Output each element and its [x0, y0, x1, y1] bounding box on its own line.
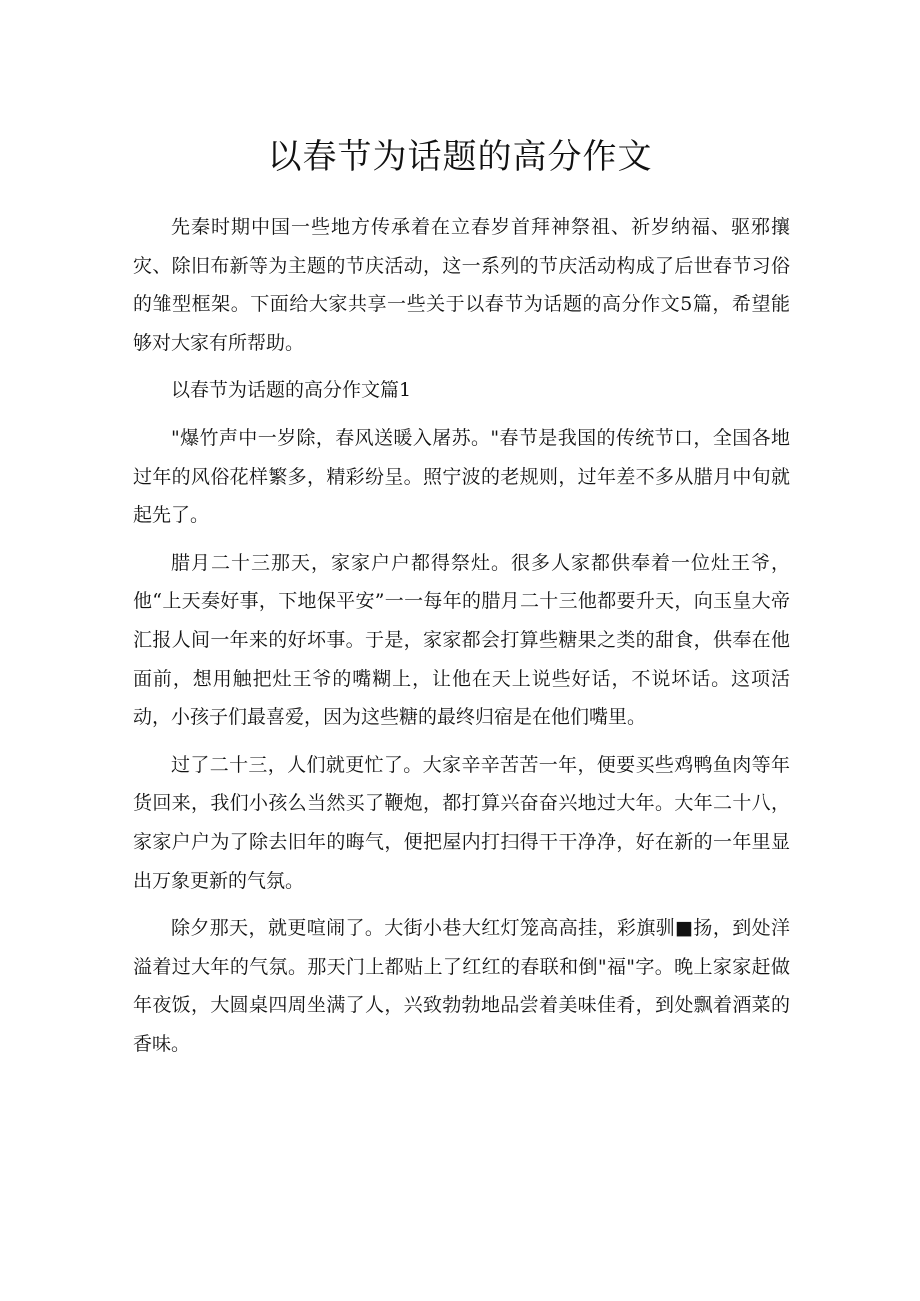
body-paragraph: 腊月二十三那天，家家户户都得祭灶。很多人家都供奉着一位灶王爷，他“上天奏好事，下地保平安”一一每年的腊月二十三他都要升天，向玉皇大帝汇报人间一年来的好坏事。于是，家家都会打算些糖果之类的甜食，供奉在他面前，想用触把灶王爷的嘴糊上，让他在天上说些好话，不说坏话。这项活动，小孩子们最喜爱，因为这些糖的最终归宿是在他们嘴里。 — [133, 551, 790, 729]
body-paragraph: "爆竹声中一岁除，春风送暖入屠苏。"春节是我国的传统节口，全国各地过年的风俗花样繁多，精彩纷呈。照宁波的老规则，过年差不多从腊月中旬就起先了。 — [133, 426, 790, 527]
body-paragraph: 除夕那天，就更喧闹了。大街小巷大红灯笼高高挂，彩旗驯■扬，到处洋溢着过大年的气氛。那天门上都贴上了红红的春联和倒"福"字。晚上家家赶做年夜饭，大圆桌四周坐满了人，兴致勃勃地品尝着美味佳肴，到处飘着酒菜的香味。 — [133, 917, 790, 1055]
body-paragraph: 过了二十三，人们就更忙了。大家辛辛苦苦一年，便要买些鸡鸭鱼肉等年货回来，我们小孩么当然买了鞭炮，都打算兴奋奋兴地过大年。大年二十八，家家户户为了除去旧年的晦气，便把屋内打扫得干干净净，好在新的一年里显出万象更新的气氛。 — [133, 753, 790, 892]
section-heading: 以春节为话题的高分作文篇1 — [171, 379, 412, 402]
document-title: 以春节为话题的高分作文 — [267, 137, 653, 177]
intro-paragraph: 先秦时期中国一些地方传承着在立春岁首拜神祭祖、祈岁纳福、驱邪攘灾、除旧布新等为主题的节庆活动，这一系列的节庆活动构成了后世春节习俗的雏型框架。下面给大家共享一些关于以春节为话题的高分作文5篇，希望能够对大家有所帮助。 — [133, 216, 790, 354]
document-body — [133, 208, 790, 1063]
